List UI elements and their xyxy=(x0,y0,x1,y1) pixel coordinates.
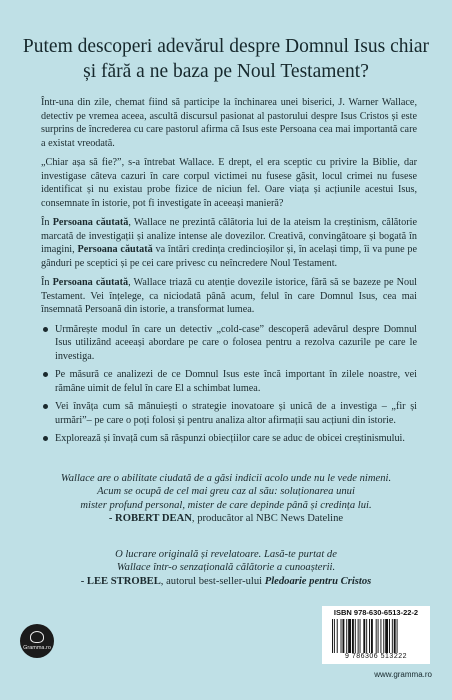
endorsement-quote-dean xyxy=(30,472,422,525)
text-fragment: va întări credința credincioșilor și, în același timp, îi va pune pe gânduri pe sceptici și pe cei care privesc cu neîncredere Noul Testament. xyxy=(41,244,418,269)
list-item xyxy=(41,368,417,395)
quote-line: Acum se ocupă de cel mai greu caz al său: soluționarea unui xyxy=(97,486,355,498)
quote-author: - LEE STROBEL xyxy=(80,575,161,587)
quoted-book-title: Pledoarie pentru Cristos xyxy=(264,575,372,587)
publisher-website: www.gramma.ro xyxy=(374,670,432,679)
quote-line: mister profund personal, mister de care depinde până și credința lui. xyxy=(80,499,372,511)
quote-line: Wallace are o abilitate ciudată de a găsi indicii acolo unde nu le vede nimeni. xyxy=(60,473,392,484)
list-item-text: Vei învăța cum să mânuiești o strategie inovatoare și unică de a investiga – „fir și urmări”– pe care o poți folosi și pentru analiza altor afirmații sau acțiuni din istorie. xyxy=(55,401,417,426)
quote-line: Wallace într-o senzațională călătorie a cunoașterii. xyxy=(116,562,336,574)
paragraph-question: „Chiar așa să fie?”, s-a întrebat Wallace. E drept, el era sceptic cu privire la Biblie, dar investigase câteva cazuri în care corpul victimei nu fusese găsit, locul crimei nu fusese identificat și nu existau probe fizice de niciun fel. Oare viața și acțiunile acestui Isus, consemnate în istorie, pot fi investigate în aceeași manieră? xyxy=(41,157,417,209)
feature-list xyxy=(41,323,417,446)
text-fragment: În xyxy=(41,277,53,288)
publisher-logo xyxy=(20,624,54,658)
isbn-label: ISBN 978-630-6513-22-2 xyxy=(333,608,419,617)
barcode-digits: 9 786306 513222 xyxy=(345,653,407,660)
book-title-bold: Persoana căutată xyxy=(52,217,129,228)
text-fragment: , Wallace triază cu atenție dovezile istorice, fără să se bazeze pe Noul Testament. Vei înțelege, ca niciodată până acum, felul în care Domnul Isus, cea mai însemnată Persoană din istorie, a transformat lumea. xyxy=(41,277,417,315)
publisher-logo-text: Gramma.ro xyxy=(23,645,51,651)
quote-attribution xyxy=(30,575,422,588)
bullet-dot-icon xyxy=(43,327,48,332)
book-title-bold: Persoana căutată xyxy=(77,244,153,255)
quote-author-role: , producător al NBC News Dateline xyxy=(191,512,344,524)
list-item-text: Urmărește modul în care un detectiv „cold-case” descoperă adevărul despre Domnul Isus utilizând aceeași abordare pe care o folosea pentru a rezolva cazurile pe care le investiga. xyxy=(55,323,417,362)
paragraph-journey xyxy=(41,216,417,270)
isbn-barcode-block xyxy=(322,606,430,664)
bullet-dot-icon xyxy=(43,436,48,441)
paragraph-evidence xyxy=(41,276,417,317)
paragraph-intro: Într-una din zile, chemat fiind să participe la închinarea unei biserici, J. Warner Wallace, detectiv pe vremea aceea, ascultă discursul pasionat al pastorului despre Isus Cristos și este surprins de încrederea cu care pastorul afirma că Isus este Persoana cea mai importantă care a existat vreodată. xyxy=(41,97,417,149)
quote-attribution xyxy=(30,512,422,525)
logo-swirl-icon xyxy=(30,631,44,643)
quote-line: O lucrare originală și revelatoare. Lasă-te purtat de xyxy=(115,549,337,560)
list-item xyxy=(41,400,417,427)
endorsement-quote-strobel xyxy=(30,548,422,588)
text-fragment: În xyxy=(41,217,53,228)
text-fragment: , Wallace ne prezintă călătoria lui de la ateism la creștinism, călătorie marcată de investigații și analize intense ale dovezilor. Creativă, convingătoare și bogată în imagini, xyxy=(41,217,417,255)
quote-author-role: , autorul best-seller-ului xyxy=(160,575,265,587)
list-item xyxy=(41,323,417,364)
description-body xyxy=(41,96,417,451)
quote-author: - ROBERT DEAN xyxy=(108,512,192,524)
back-cover-headline: Putem descoperi adevărul despre Domnul Isus chiar și fără a ne baza pe Noul Testament? xyxy=(22,36,430,82)
list-item-text: Pe măsură ce analizezi de ce Domnul Isus este încă important în zilele noastre, vei rămâne uimit de felul în care El a schimbat lumea. xyxy=(55,369,417,394)
book-title-bold: Persoana căutată xyxy=(52,277,129,288)
barcode-icon xyxy=(332,619,424,653)
list-item xyxy=(41,432,417,446)
bullet-dot-icon xyxy=(43,404,48,409)
bullet-dot-icon xyxy=(43,372,48,377)
list-item-text: Explorează și învață cum să răspunzi obiecțiilor care se aduc de obicei creștinismului. xyxy=(55,433,405,444)
